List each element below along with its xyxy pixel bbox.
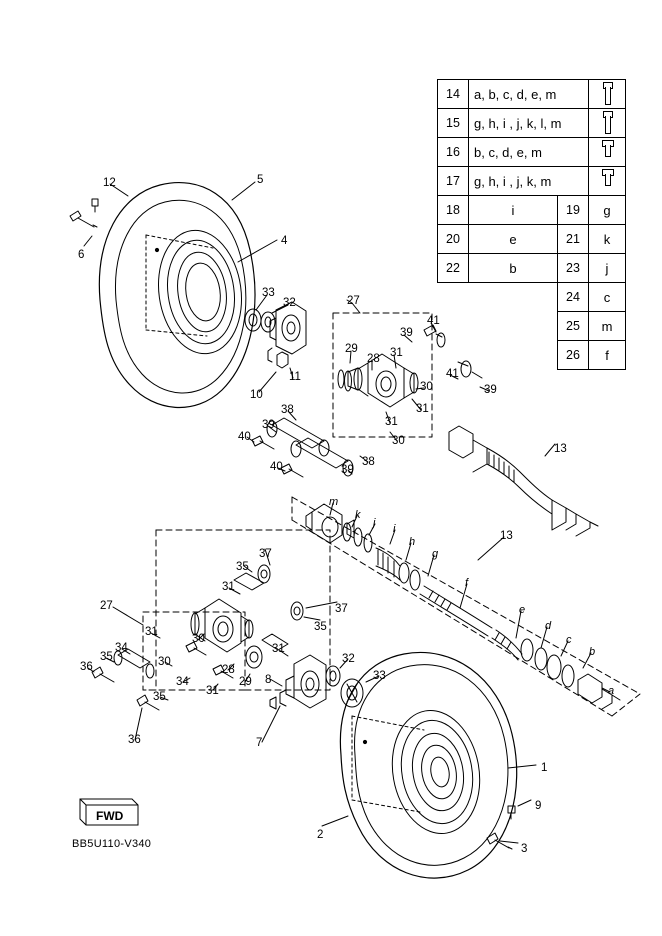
bolt-6 [70,211,97,227]
callout-31: 31 [222,581,235,593]
drive-shaft-upper [449,426,598,536]
callout-f: f [465,577,469,589]
legend-row [438,196,626,225]
legend-row-number: 15 [438,109,469,138]
rear-tire-top [99,183,255,408]
legend-row-value: g [589,196,626,225]
legend-row [438,254,626,283]
callout-40: 40 [238,431,251,443]
callout-30: 30 [158,656,171,668]
legend-row-number: 20 [438,225,469,254]
callout-g: g [432,548,439,560]
callout-7: 7 [256,737,263,749]
callout-31: 31 [145,626,158,638]
hub-assembly-lower [262,655,363,742]
callout-31: 31 [385,416,398,428]
callout-40: 40 [270,461,283,473]
callout-k: k [355,509,361,521]
callout-31: 31 [390,347,403,359]
callout-30: 30 [392,435,405,447]
callout-33: 33 [262,287,275,299]
callout-d: d [545,620,552,632]
legend-row [438,225,626,254]
callout-8: 8 [265,674,272,686]
callout-30: 30 [420,381,433,393]
callout-6: 6 [78,249,85,261]
legend-row-number: 18 [438,196,469,225]
callout-34: 34 [176,676,189,688]
callout-a: a [608,685,615,697]
legend-row [438,283,626,312]
callout-36: 36 [128,734,141,746]
valve-stem-9 [508,806,515,819]
callout-35: 35 [314,621,327,633]
callout-35: 35 [100,651,113,663]
legend-row-number: 25 [558,312,589,341]
bolt-icon [589,80,626,109]
callout-39: 39 [400,327,413,339]
callout-10: 10 [250,389,263,401]
callout-39: 39 [262,419,275,431]
legend-table [437,79,626,370]
legend-row-value: m [589,312,626,341]
legend-row-value: b [469,254,558,283]
callout-36: 36 [80,661,93,673]
callout-j: j [373,517,376,529]
callout-38: 38 [362,456,375,468]
callout-i: i [393,523,396,535]
callout-37: 37 [335,603,348,615]
legend-row [438,341,626,370]
fwd-direction-mark [78,795,140,829]
legend-row-letters: g, h, i , j, k, l, m [469,109,589,138]
legend-row-number: 26 [558,341,589,370]
callout-35: 35 [153,691,166,703]
callout-11: 11 [289,371,301,383]
callout-39: 39 [341,464,354,476]
legend-row-value: f [589,341,626,370]
legend-row-number: 21 [558,225,589,254]
callout-38: 38 [281,404,294,416]
valve-stem-12 [92,199,98,212]
callout-c: c [566,634,572,646]
callout-27: 27 [100,600,113,612]
legend-row-number: 16 [438,138,469,167]
callout-32: 32 [342,653,355,665]
legend-row-value: j [589,254,626,283]
legend-row-letters: g, h, i , j, k, m [469,167,589,196]
legend-row-value: i [469,196,558,225]
callout-33: 33 [373,670,386,682]
callout-34: 34 [115,642,128,654]
callout-13: 13 [554,443,567,455]
callout-28: 28 [222,664,235,676]
callout-1: 1 [541,762,548,774]
callout-5: 5 [257,174,264,186]
bolt-icon [589,109,626,138]
callout-3: 3 [521,843,528,855]
legend-row-value: k [589,225,626,254]
bolt-icon [589,138,626,167]
legend-row [438,80,626,109]
callout-31: 31 [272,643,285,655]
callout-m: m [329,496,339,508]
legend-row [438,109,626,138]
callout-31: 31 [416,403,429,415]
callout-b: b [589,646,596,658]
callout-12: 12 [103,177,116,189]
callout-28: 28 [367,353,380,365]
callout-41: 41 [427,315,440,327]
diagram-code: BB5U110-V340 [72,838,152,850]
legend-row-value: e [469,225,558,254]
callout-37: 37 [259,548,272,560]
legend-row-number: 14 [438,80,469,109]
legend-row-number: 24 [558,283,589,312]
callout-2: 2 [317,829,324,841]
callout-4: 4 [281,235,288,247]
callout-30: 30 [192,633,205,645]
callout-29: 29 [345,343,358,355]
legend-row [438,138,626,167]
callout-31: 31 [206,685,219,697]
legend-row-number: 22 [438,254,469,283]
callout-9: 9 [535,800,542,812]
callout-39: 39 [484,384,497,396]
legend-row-number: 23 [558,254,589,283]
callout-29: 29 [239,676,252,688]
legend-row [438,167,626,196]
legend-row-letters: a, b, c, d, e, m [469,80,589,109]
callout-32: 32 [283,297,296,309]
legend-row-letters: b, c, d, e, m [469,138,589,167]
callout-h: h [409,536,416,548]
legend-row-value: c [589,283,626,312]
callout-41: 41 [446,368,459,380]
callout-13: 13 [500,530,513,542]
svg-text:FWD: FWD [96,809,124,823]
bolt-icon [589,167,626,196]
callout-e: e [519,604,526,616]
legend-row [438,312,626,341]
callout-27: 27 [347,295,360,307]
legend-row-number: 19 [558,196,589,225]
legend-row-number: 17 [438,167,469,196]
callout-35: 35 [236,561,249,573]
